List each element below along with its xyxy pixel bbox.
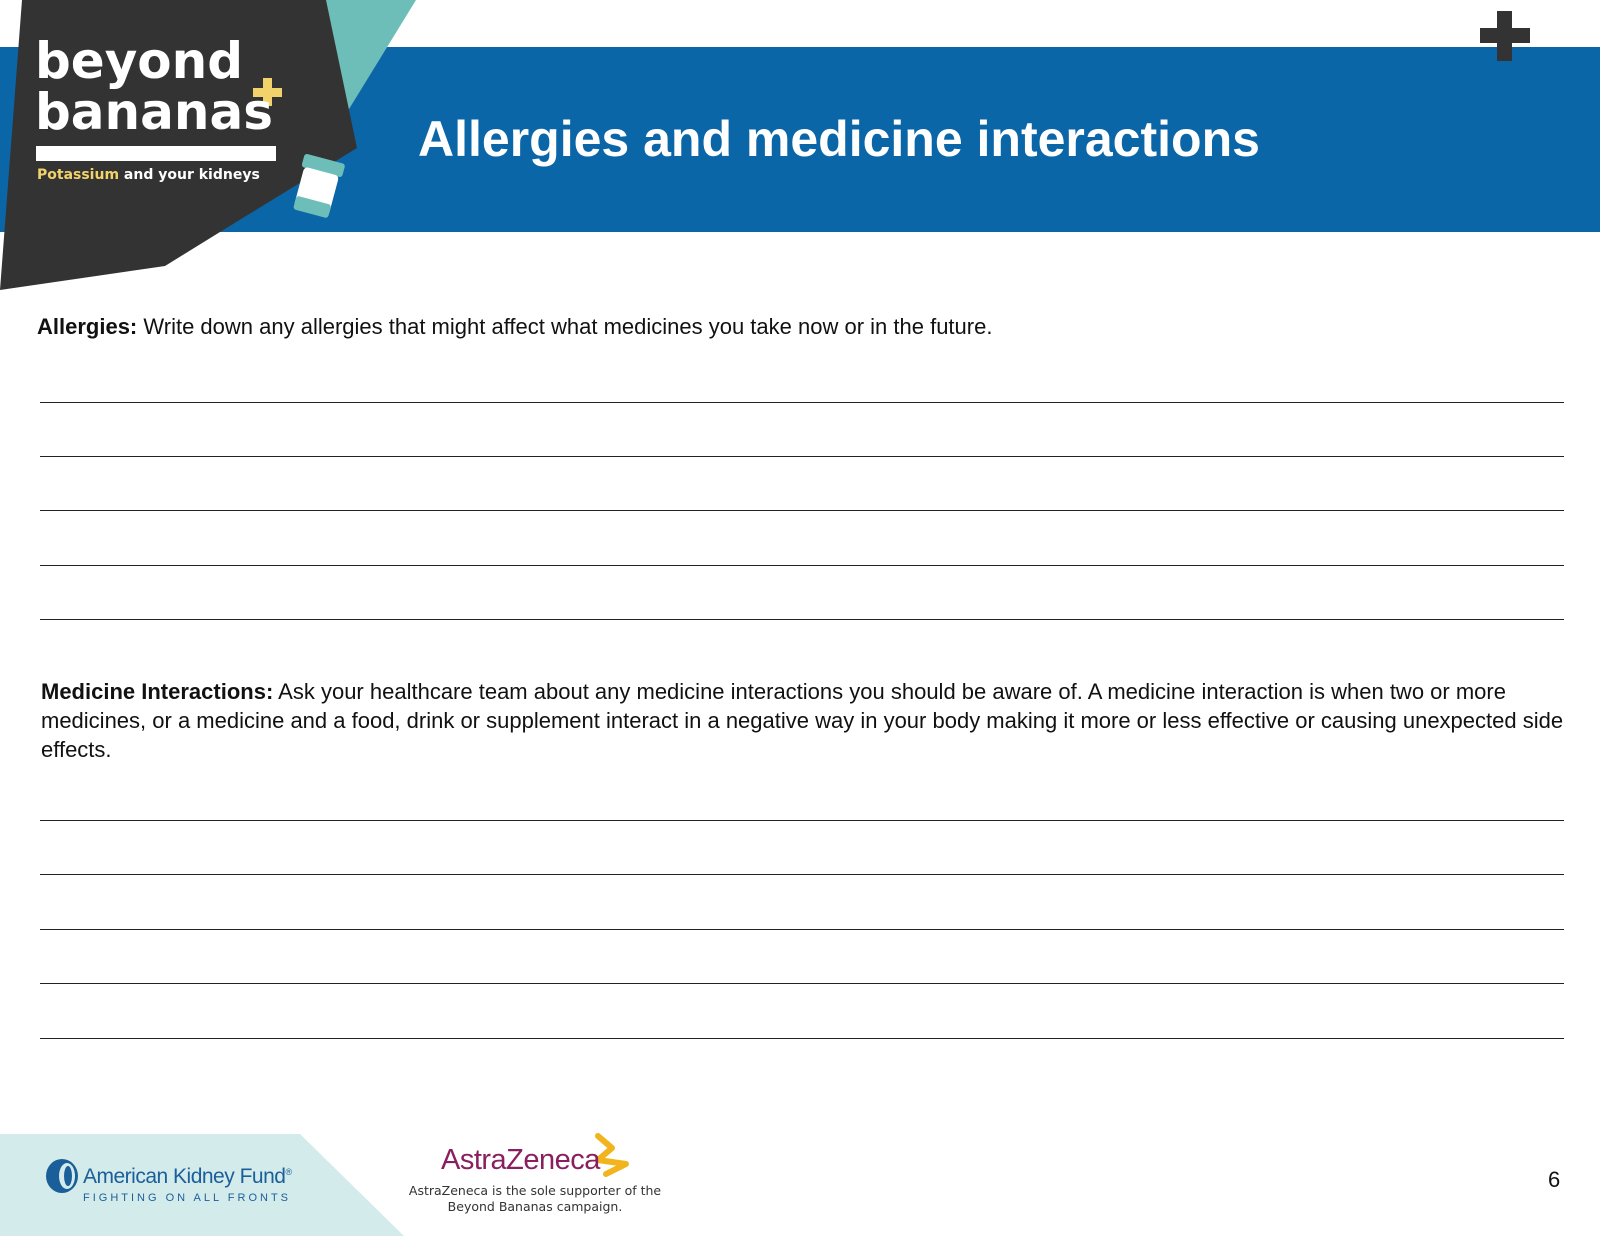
allergies-write-line[interactable] [40, 456, 1564, 457]
interactions-prompt [41, 677, 1571, 764]
page-title: Allergies and medicine interactions [418, 111, 1260, 167]
interactions-write-line[interactable] [40, 929, 1564, 930]
akf-logo-icon [46, 1159, 78, 1193]
interactions-label: Medicine Interactions: [41, 679, 274, 704]
plus-icon [1480, 11, 1530, 61]
interactions-write-line[interactable] [40, 983, 1564, 984]
interactions-text: Ask your healthcare team about any medicine interactions you should be aware of. A medicine interaction is when two or more medicines, or a medicine and a food, drink or supplement interact in a negative way in your body making it more or less effective or causing unexpected side effects. [41, 679, 1564, 762]
logo-underline [36, 146, 276, 161]
interactions-write-line[interactable] [40, 820, 1564, 821]
logo-tagline-highlight: Potassium [37, 167, 120, 183]
akf-name-text: American Kidney Fund [83, 1165, 286, 1188]
allergies-write-line[interactable] [40, 510, 1564, 511]
astrazeneca-name: AstraZeneca [441, 1144, 600, 1176]
akf-registered-mark: ® [285, 1167, 292, 1177]
astrazeneca-support-line2: Beyond Bananas campaign. [447, 1199, 623, 1214]
logo-text-bananas: bananas [35, 83, 273, 141]
allergies-write-line[interactable] [40, 619, 1564, 620]
astrazeneca-support-note [398, 1183, 672, 1215]
allergies-label: Allergies: [37, 314, 138, 339]
allergies-write-line[interactable] [40, 402, 1564, 403]
logo-tagline [37, 167, 260, 183]
page-number: 6 [1548, 1167, 1561, 1192]
logo-tagline-rest: and your kidneys [119, 167, 260, 183]
allergies-write-line[interactable] [40, 565, 1564, 566]
astrazeneca-logo-icon [598, 1136, 626, 1174]
allergies-text: Write down any allergies that might affect what medicines you take now or in the future. [137, 314, 993, 339]
allergies-prompt [37, 312, 1567, 341]
logo-text-beyond: beyond [35, 32, 244, 90]
akf-name [83, 1165, 292, 1189]
akf-tagline: FIGHTING ON ALL FRONTS [83, 1192, 291, 1204]
interactions-write-line[interactable] [40, 1038, 1564, 1039]
interactions-write-line[interactable] [40, 874, 1564, 875]
astrazeneca-support-line1: AstraZeneca is the sole supporter of the [408, 1183, 662, 1198]
